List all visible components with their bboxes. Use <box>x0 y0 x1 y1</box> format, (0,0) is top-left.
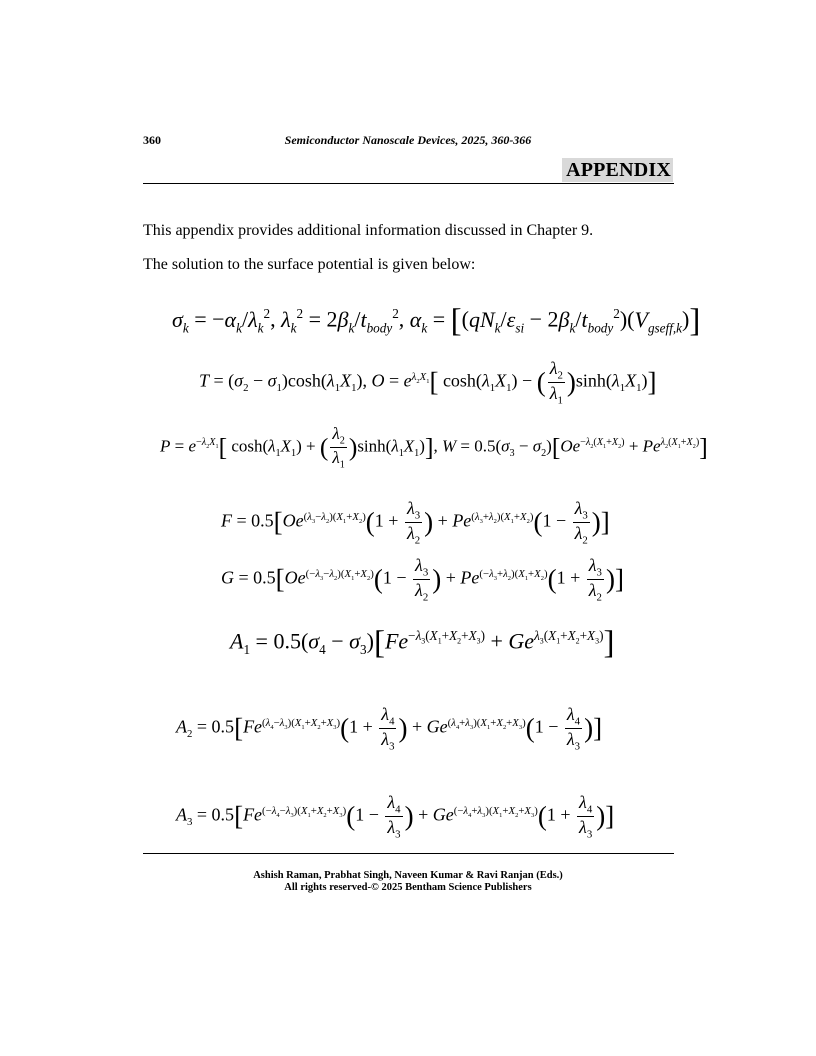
footer-copyright: All rights reserved-© 2025 Bentham Science Publishers <box>284 882 532 893</box>
equation-A3: $A_3 = 0.5[Fe^{(-\lambda_4-\lambda_3)(X_1+X_2+X_3)}(1$ − $\frac{\lambda_4}{\lambda_3}$ ) + $Ge^{(-\lambda_4+\lambda_3)(X_1+X_2+X_3)}(1$ + $\frac{\lambda_4}{\lambda_3}$ )] <box>176 792 615 841</box>
equation-sigma-lambda-alpha: $\sigma_k = -\alpha_k/\lambda_k^2$, $\lambda_k^2 = 2\beta_k/t_{body}^2$, $\alpha_k = [(qN_k/\varepsilon_{si} - 2\beta_k/t_{body}^2)(V_{gseff,k})]$ <box>172 303 701 339</box>
equation-A2: $A_2 = 0.5[Fe^{(\lambda_4-\lambda_3)(X_1+X_2+X_3)}(1$ + $\frac{\lambda_4}{\lambda_3}$ ) + $Ge^{(\lambda_4+\lambda_3)(X_1+X_2+X_3)}(1$ − $\frac{\lambda_4}{\lambda_3}$ )] <box>176 704 603 753</box>
equation-T-O: $T = (\sigma_2 - \sigma_1)\cosh(\lambda_1X_1)$, $O = e^{\lambda_2X_1}$[ $\cosh(\lambda_1X_1)$ − ( $\frac{\lambda_2}{\lambda_1}$ )$\sinh(\lambda_1X_1)$] <box>199 358 657 407</box>
equation-F: $F = 0.5[Oe^{(\lambda_3-\lambda_2)(X_1+X_2)}(1$ + $\frac{\lambda_3}{\lambda_2}$ ) + $Pe^{(\lambda_3+\lambda_2)(X_1+X_2)}(1$ − $\frac{\lambda_3}{\lambda_2}$ )] <box>221 498 610 547</box>
footer-editors: Ashish Raman, Prabhat Singh, Naveen Kumar & Ravi Ranjan (Eds.) <box>253 870 563 881</box>
section-title: APPENDIX <box>562 158 673 182</box>
equation-P-W: $P = e^{-\lambda_2X_1}$[ $\cosh(\lambda_1X_1)$ + ( $\frac{\lambda_2}{\lambda_1}$ )$\sinh(\lambda_1X_1)$], $W = 0.5(\sigma_3 - \sigma_2)[Oe^{-\lambda_2(X_1+X_2)} + Pe^{\lambda_2(X_1+X_2)}]$ <box>160 424 708 471</box>
equation-A1: $A_1 = 0.5(\sigma_4 - \sigma_3)[Fe^{-\lambda_3(X_1+X_2+X_3)} + Ge^{\lambda_3(X_1+X_2+X_3)}]$ <box>230 625 615 661</box>
footer-rule <box>143 853 674 854</box>
surface-potential-intro: The solution to the surface potential is given below: <box>143 256 476 273</box>
page-number: 360 <box>143 133 161 147</box>
journal-citation: Semiconductor Nanoscale Devices, 2025, 360-366 <box>284 133 532 147</box>
equation-G: $G = 0.5[Oe^{(-\lambda_3-\lambda_2)(X_1+X_2)}(1$ − $\frac{\lambda_3}{\lambda_2}$ ) + $Pe^{(-\lambda_3+\lambda_2)(X_1+X_2)}(1$ + $\frac{\lambda_3}{\lambda_2}$ )] <box>221 555 624 604</box>
intro-paragraph: This appendix provides additional information discussed in Chapter 9. <box>143 222 594 239</box>
header-rule <box>143 183 674 184</box>
